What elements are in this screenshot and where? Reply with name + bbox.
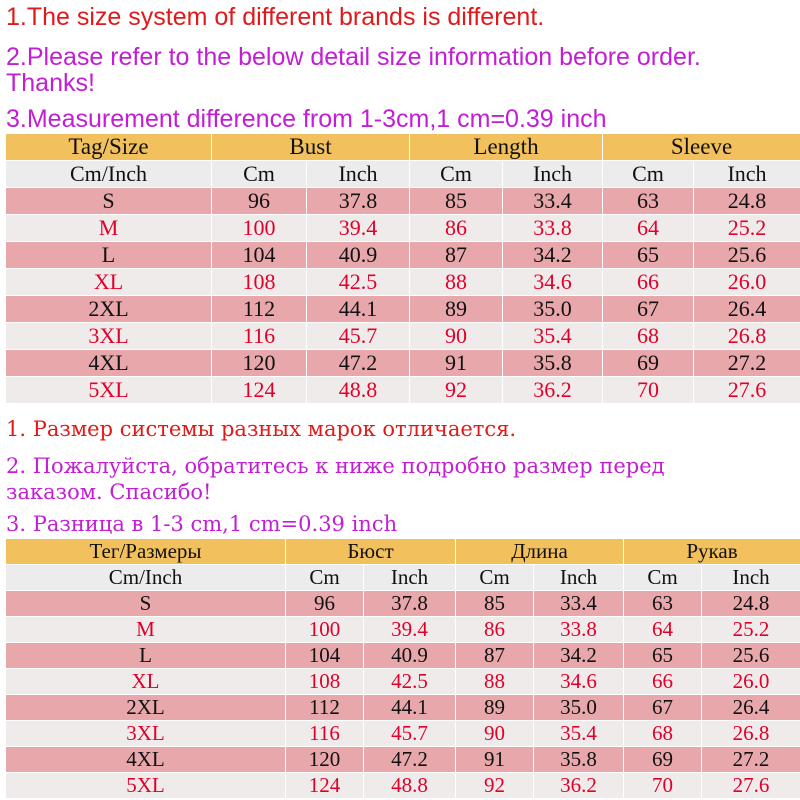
unit-label-ru: Cm/Inch — [6, 565, 286, 591]
cell-bust-cm: 120 — [286, 747, 364, 773]
cell-sleeve-in: 26.8 — [694, 323, 800, 350]
size-table-russian — [5, 538, 800, 799]
cell-length-in: 34.2 — [503, 242, 603, 269]
cell-sleeve-cm: 67 — [603, 296, 694, 323]
cell-sleeve-in: 27.6 — [694, 377, 800, 404]
header-sleeve-ru: Рукав — [624, 539, 800, 565]
note-refer-size-info-ru: 2. Пожалуйста, обратитесь к ниже подробно размер перед — [6, 454, 665, 478]
cell-size: 2XL — [6, 695, 286, 721]
cell-sleeve-cm: 69 — [603, 350, 694, 377]
cell-length-in: 33.8 — [534, 617, 624, 643]
cell-sleeve-in: 27.2 — [702, 747, 800, 773]
cell-bust-cm: 96 — [286, 591, 364, 617]
cell-size: M — [6, 215, 212, 242]
cell-sleeve-cm: 68 — [603, 323, 694, 350]
unit-bust-inch-ru: Inch — [364, 565, 456, 591]
cell-size: 3XL — [6, 323, 212, 350]
cell-bust-in: 37.8 — [364, 591, 456, 617]
cell-length-in: 34.6 — [503, 269, 603, 296]
cell-size: L — [6, 643, 286, 669]
header-sleeve: Sleeve — [603, 134, 800, 161]
table-row — [6, 296, 800, 323]
cell-sleeve-in: 24.8 — [702, 591, 800, 617]
table-unit-row-ru — [6, 565, 800, 591]
cell-length-cm: 87 — [410, 242, 503, 269]
cell-sleeve-in: 25.6 — [702, 643, 800, 669]
unit-length-cm-ru: Cm — [456, 565, 534, 591]
table-row — [6, 643, 800, 669]
cell-bust-in: 37.8 — [307, 188, 410, 215]
cell-sleeve-cm: 65 — [624, 643, 702, 669]
cell-length-cm: 85 — [456, 591, 534, 617]
cell-bust-cm: 100 — [286, 617, 364, 643]
note-refer-size-info: 2.Please refer to the below detail size information before order. — [6, 43, 701, 71]
cell-bust-cm: 108 — [286, 669, 364, 695]
cell-length-in: 33.8 — [503, 215, 603, 242]
cell-length-cm: 86 — [456, 617, 534, 643]
note-thanks: Thanks! — [6, 69, 95, 97]
cell-bust-in: 44.1 — [307, 296, 410, 323]
cell-length-in: 34.2 — [534, 643, 624, 669]
cell-length-cm: 89 — [410, 296, 503, 323]
cell-sleeve-cm: 64 — [624, 617, 702, 643]
table-row — [6, 215, 800, 242]
table-row — [6, 350, 800, 377]
cell-sleeve-in: 25.6 — [694, 242, 800, 269]
cell-bust-in: 48.8 — [307, 377, 410, 404]
table-row — [6, 188, 800, 215]
table-row — [6, 323, 800, 350]
cell-bust-in: 39.4 — [364, 617, 456, 643]
cell-sleeve-cm: 70 — [603, 377, 694, 404]
unit-length-inch: Inch — [503, 161, 603, 188]
cell-length-in: 35.4 — [534, 721, 624, 747]
table-row — [6, 591, 800, 617]
cell-size: XL — [6, 669, 286, 695]
cell-bust-in: 47.2 — [364, 747, 456, 773]
cell-bust-cm: 116 — [286, 721, 364, 747]
cell-length-cm: 85 — [410, 188, 503, 215]
cell-length-cm: 89 — [456, 695, 534, 721]
note-thanks-ru: заказом. Спасибо! — [6, 480, 212, 504]
cell-length-in: 35.8 — [503, 350, 603, 377]
cell-bust-in: 40.9 — [364, 643, 456, 669]
unit-bust-inch: Inch — [307, 161, 410, 188]
cell-bust-in: 42.5 — [307, 269, 410, 296]
cell-sleeve-in: 27.2 — [694, 350, 800, 377]
cell-length-in: 34.6 — [534, 669, 624, 695]
table-row — [6, 773, 800, 799]
cell-length-in: 33.4 — [534, 591, 624, 617]
cell-length-cm: 90 — [410, 323, 503, 350]
cell-sleeve-cm: 63 — [624, 591, 702, 617]
cell-bust-in: 45.7 — [307, 323, 410, 350]
unit-sleeve-cm: Cm — [603, 161, 694, 188]
cell-length-in: 35.4 — [503, 323, 603, 350]
cell-sleeve-in: 25.2 — [702, 617, 800, 643]
size-rows — [6, 188, 800, 404]
cell-sleeve-cm: 64 — [603, 215, 694, 242]
cell-bust-cm: 112 — [286, 695, 364, 721]
cell-sleeve-cm: 66 — [624, 669, 702, 695]
unit-bust-cm-ru: Cm — [286, 565, 364, 591]
unit-sleeve-cm-ru: Cm — [624, 565, 702, 591]
cell-sleeve-cm: 67 — [624, 695, 702, 721]
cell-sleeve-in: 25.2 — [694, 215, 800, 242]
cell-sleeve-cm: 65 — [603, 242, 694, 269]
table-header-row — [6, 134, 800, 161]
size-table-english — [5, 133, 800, 404]
cell-sleeve-cm: 68 — [624, 721, 702, 747]
cell-length-cm: 87 — [456, 643, 534, 669]
cell-length-cm: 92 — [410, 377, 503, 404]
cell-size: S — [6, 591, 286, 617]
size-chart-panel-russian — [0, 409, 800, 800]
cell-bust-in: 42.5 — [364, 669, 456, 695]
cell-length-in: 35.8 — [534, 747, 624, 773]
note-measurement-difference-ru: 3. Разница в 1-3 cm,1 cm=0.39 inch — [6, 512, 398, 536]
table-row — [6, 242, 800, 269]
cell-length-cm: 88 — [456, 669, 534, 695]
header-tag-size: Tag/Size — [6, 134, 212, 161]
unit-length-cm: Cm — [410, 161, 503, 188]
cell-bust-cm: 112 — [212, 296, 307, 323]
table-row — [6, 695, 800, 721]
table-row — [6, 617, 800, 643]
cell-size: S — [6, 188, 212, 215]
cell-sleeve-in: 26.4 — [694, 296, 800, 323]
cell-sleeve-cm: 66 — [603, 269, 694, 296]
cell-length-in: 33.4 — [503, 188, 603, 215]
cell-length-cm: 88 — [410, 269, 503, 296]
table-row — [6, 377, 800, 404]
cell-bust-in: 39.4 — [307, 215, 410, 242]
cell-size: 4XL — [6, 350, 212, 377]
note-brand-sizes-ru: 1. Размер системы разных марок отличается. — [6, 417, 517, 441]
header-length: Length — [410, 134, 603, 161]
cell-length-in: 35.0 — [534, 695, 624, 721]
size-rows-ru — [6, 591, 800, 799]
unit-length-inch-ru: Inch — [534, 565, 624, 591]
cell-bust-cm: 104 — [212, 242, 307, 269]
note-measurement-difference: 3.Measurement difference from 1-3cm,1 cm=0.39 inch — [6, 105, 607, 133]
cell-size: 5XL — [6, 773, 286, 799]
cell-sleeve-in: 27.6 — [702, 773, 800, 799]
cell-length-cm: 91 — [410, 350, 503, 377]
table-row — [6, 669, 800, 695]
cell-size: L — [6, 242, 212, 269]
cell-length-cm: 91 — [456, 747, 534, 773]
cell-size: M — [6, 617, 286, 643]
header-tag-size-ru: Тег/Размеры — [6, 539, 286, 565]
cell-size: 3XL — [6, 721, 286, 747]
header-bust: Bust — [212, 134, 410, 161]
unit-sleeve-inch-ru: Inch — [702, 565, 800, 591]
cell-size: 2XL — [6, 296, 212, 323]
header-length-ru: Длина — [456, 539, 624, 565]
note-brand-sizes: 1.The size system of different brands is different. — [6, 3, 545, 31]
header-bust-ru: Бюст — [286, 539, 456, 565]
cell-bust-cm: 100 — [212, 215, 307, 242]
cell-sleeve-cm: 70 — [624, 773, 702, 799]
cell-size: 4XL — [6, 747, 286, 773]
cell-bust-cm: 124 — [286, 773, 364, 799]
cell-bust-cm: 104 — [286, 643, 364, 669]
cell-sleeve-in: 26.0 — [702, 669, 800, 695]
cell-bust-in: 45.7 — [364, 721, 456, 747]
table-header-row-ru — [6, 539, 800, 565]
unit-label: Cm/Inch — [6, 161, 212, 188]
cell-size: 5XL — [6, 377, 212, 404]
cell-bust-cm: 108 — [212, 269, 307, 296]
cell-sleeve-in: 26.4 — [702, 695, 800, 721]
cell-bust-cm: 124 — [212, 377, 307, 404]
cell-size: XL — [6, 269, 212, 296]
cell-length-cm: 86 — [410, 215, 503, 242]
cell-sleeve-cm: 63 — [603, 188, 694, 215]
cell-bust-cm: 96 — [212, 188, 307, 215]
table-row — [6, 269, 800, 296]
cell-bust-in: 44.1 — [364, 695, 456, 721]
cell-bust-cm: 116 — [212, 323, 307, 350]
unit-bust-cm: Cm — [212, 161, 307, 188]
cell-length-cm: 90 — [456, 721, 534, 747]
cell-length-in: 35.0 — [503, 296, 603, 323]
cell-sleeve-in: 24.8 — [694, 188, 800, 215]
cell-length-in: 36.2 — [534, 773, 624, 799]
cell-length-in: 36.2 — [503, 377, 603, 404]
table-row — [6, 721, 800, 747]
cell-sleeve-in: 26.8 — [702, 721, 800, 747]
cell-sleeve-cm: 69 — [624, 747, 702, 773]
unit-sleeve-inch: Inch — [694, 161, 800, 188]
cell-bust-in: 40.9 — [307, 242, 410, 269]
table-row — [6, 747, 800, 773]
cell-bust-in: 48.8 — [364, 773, 456, 799]
cell-sleeve-in: 26.0 — [694, 269, 800, 296]
cell-bust-in: 47.2 — [307, 350, 410, 377]
table-unit-row — [6, 161, 800, 188]
cell-length-cm: 92 — [456, 773, 534, 799]
cell-bust-cm: 120 — [212, 350, 307, 377]
